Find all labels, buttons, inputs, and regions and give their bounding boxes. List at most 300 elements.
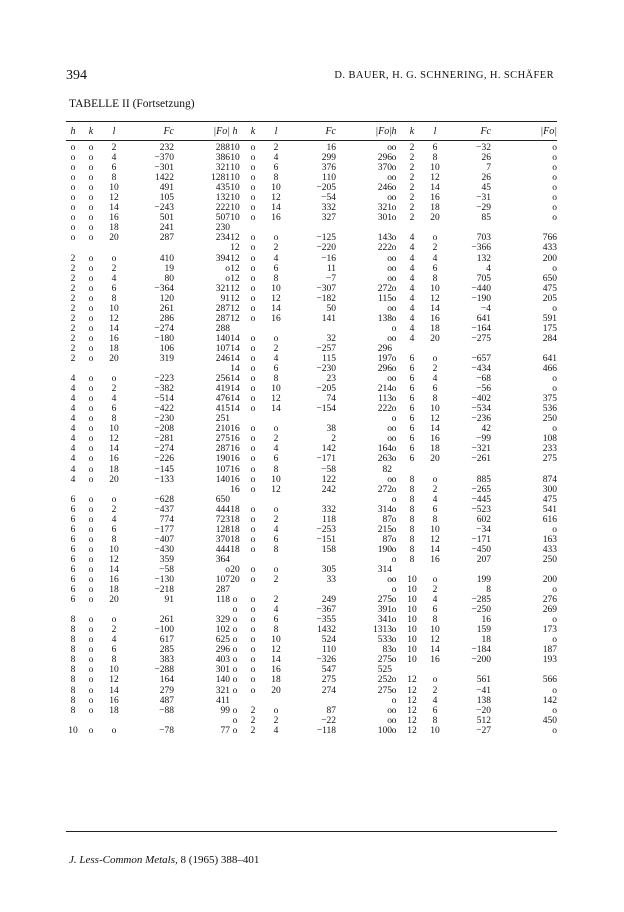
table-row — [228, 304, 401, 314]
cell-l: 2 — [111, 143, 117, 153]
cell-fo: o — [387, 474, 392, 485]
cell-k: o — [88, 675, 94, 686]
cell-k: o — [250, 374, 256, 385]
cell-l: 10 — [430, 163, 440, 174]
cell-fc: −205 — [316, 183, 336, 194]
cell-k: o — [250, 655, 256, 666]
table-row — [228, 163, 401, 173]
cell-fc: −265 — [471, 484, 491, 495]
cell-k: o — [250, 424, 256, 435]
cell-k: o — [250, 313, 256, 324]
cell-k: o — [250, 675, 256, 686]
cell-h: 16 — [230, 434, 240, 445]
table-row — [66, 284, 244, 294]
table-row — [66, 665, 244, 675]
cell-fc: 142 — [321, 444, 336, 455]
cell-h: 12 — [230, 303, 240, 314]
cell-k: 6 — [409, 434, 415, 445]
cell-k: o — [250, 213, 256, 224]
cell-k: o — [88, 183, 94, 194]
cell-fc: 383 — [159, 655, 174, 666]
cell-fo: 300 — [542, 484, 557, 495]
cell-fo: o — [387, 273, 392, 284]
cell-k: o — [88, 534, 94, 545]
cell-k: o — [250, 384, 256, 395]
cell-h: 8 — [70, 665, 76, 676]
table-row — [66, 535, 244, 545]
table-row — [228, 686, 401, 696]
cell-fc: −4 — [480, 303, 491, 314]
cell-fo: 566 — [542, 675, 557, 686]
group-spacer — [228, 223, 401, 233]
cell-fc: 42 — [481, 424, 491, 435]
cell-fc: 319 — [159, 353, 174, 364]
cell-fc: −281 — [154, 434, 174, 445]
cell-k: o — [250, 283, 256, 294]
table-row — [228, 213, 401, 223]
table-row — [66, 555, 244, 565]
table-row — [228, 173, 401, 183]
cell-k: o — [88, 143, 94, 153]
cell-fc: 359 — [159, 554, 174, 565]
table-row — [228, 565, 401, 575]
cell-h: o — [391, 414, 397, 425]
cell-h: 10 — [230, 153, 240, 164]
cell-k: 6 — [409, 454, 415, 465]
cell-l: 16 — [109, 454, 119, 465]
cell-k: 6 — [409, 364, 415, 375]
cell-fc: −257 — [316, 343, 336, 354]
table-row — [66, 213, 244, 223]
page-header — [66, 68, 554, 84]
cell-fo: 411 — [216, 695, 230, 706]
cell-fc: 105 — [159, 193, 174, 204]
cell-fo: 190 — [377, 544, 392, 555]
table-top-rule — [66, 121, 557, 122]
cell-fc: 4 — [486, 263, 491, 274]
cell-h: o — [232, 595, 238, 606]
cell-fc: 261 — [159, 615, 174, 626]
cell-fo: 83 — [382, 645, 392, 656]
table-row — [66, 635, 244, 645]
group-spacer — [66, 716, 244, 726]
cell-k: 2 — [409, 143, 415, 153]
cell-fo: 536 — [542, 404, 557, 415]
table-row — [228, 635, 401, 645]
cell-l: 4 — [111, 635, 117, 646]
cell-fo: 193 — [542, 655, 557, 666]
cell-l: 6 — [432, 263, 438, 274]
table-row — [228, 525, 401, 535]
cell-k: o — [88, 705, 94, 716]
cell-k: o — [88, 273, 94, 284]
cell-fc: −205 — [316, 384, 336, 395]
cell-l: 8 — [111, 414, 117, 425]
cell-l: 16 — [109, 213, 119, 224]
cell-fc: 299 — [321, 153, 336, 164]
cell-h: o — [70, 153, 76, 164]
cell-k: o — [88, 575, 94, 586]
cell-k: o — [88, 474, 94, 485]
cell-l: 8 — [111, 293, 117, 304]
table-row — [66, 384, 244, 394]
cell-l: 14 — [271, 404, 281, 415]
cell-k: 4 — [409, 303, 415, 314]
cell-fo: 275 — [215, 434, 230, 445]
cell-l: 4 — [432, 494, 438, 505]
cell-fc: −151 — [316, 534, 336, 545]
cell-k: o — [88, 253, 94, 264]
cell-h: 18 — [230, 544, 240, 555]
cell-fo: 650 — [215, 494, 230, 505]
cell-h: 10 — [230, 173, 240, 184]
cell-fc: −437 — [154, 504, 174, 515]
table-row — [387, 505, 557, 515]
cell-fc: 106 — [159, 343, 174, 354]
cell-fc: −370 — [154, 153, 174, 164]
cell-l: 10 — [109, 183, 119, 194]
cell-fc: −22 — [321, 715, 336, 726]
cell-fc: 305 — [321, 564, 336, 575]
cell-h: o — [232, 655, 238, 666]
table-row — [66, 696, 244, 706]
cell-k: o — [250, 595, 256, 606]
cell-fc: −534 — [471, 404, 491, 415]
cell-h: 4 — [70, 444, 76, 455]
cell-h: o — [391, 364, 397, 375]
cell-k: 8 — [409, 494, 415, 505]
cell-fc: −154 — [316, 404, 336, 415]
cell-fc: 491 — [159, 183, 174, 194]
cell-l: 8 — [111, 655, 117, 666]
table-row — [66, 264, 244, 274]
table-row — [228, 716, 401, 726]
cell-l: 14 — [109, 444, 119, 455]
table-row — [228, 264, 401, 274]
cell-k: 8 — [409, 544, 415, 555]
table-row — [66, 183, 244, 193]
cell-fc: −88 — [159, 705, 174, 716]
cell-k: o — [88, 163, 94, 174]
cell-l: 20 — [109, 474, 119, 485]
cell-h: 4 — [70, 454, 76, 465]
cell-h: 6 — [70, 524, 76, 535]
cell-fc: −125 — [316, 233, 336, 244]
cell-fc: 118 — [322, 514, 336, 525]
cell-fo: 113 — [378, 394, 392, 405]
cell-fc: 501 — [159, 213, 174, 224]
cell-fo: 321 — [215, 163, 230, 174]
table-row — [387, 143, 557, 153]
cell-fo: o — [552, 585, 557, 596]
cell-fc: −56 — [476, 384, 491, 395]
cell-k: o — [88, 193, 94, 204]
cell-k: o — [88, 173, 94, 184]
cell-fo: 1281 — [211, 173, 230, 184]
cell-fo: 525 — [377, 665, 392, 676]
table-row — [387, 434, 557, 444]
cell-h: o — [70, 163, 76, 174]
table-row — [387, 314, 557, 324]
cell-fo: 435 — [215, 183, 230, 194]
cell-fc: −321 — [471, 444, 491, 455]
cell-fo: 275 — [377, 685, 392, 696]
cell-l: o — [432, 675, 438, 686]
cell-fo: 250 — [542, 414, 557, 425]
cell-k: 2 — [409, 153, 415, 164]
table-row — [228, 424, 401, 434]
cell-l: 4 — [432, 253, 438, 264]
cell-h: 2 — [70, 343, 76, 354]
table-row — [228, 605, 401, 615]
cell-fo: 321 — [377, 203, 392, 214]
table-row — [387, 294, 557, 304]
table-row — [387, 354, 557, 364]
cell-k: o — [88, 384, 94, 395]
cell-k: 4 — [409, 263, 415, 274]
table-row — [387, 675, 557, 685]
cell-l: 6 — [432, 605, 438, 616]
cell-k: o — [250, 203, 256, 214]
column-header: k — [250, 126, 256, 137]
cell-fc: 19 — [164, 263, 174, 274]
cell-fo: o — [387, 263, 392, 274]
cell-k: o — [88, 323, 94, 334]
cell-fo: 444 — [215, 504, 230, 515]
cell-k: o — [88, 404, 94, 415]
cell-fo: 723 — [215, 514, 230, 525]
cell-fo: 386 — [215, 153, 230, 164]
cell-l: 6 — [111, 524, 117, 535]
cell-fc: −58 — [321, 464, 336, 475]
cell-fo: 288 — [215, 143, 230, 153]
cell-l: 16 — [271, 313, 281, 324]
cell-h: 16 — [230, 484, 240, 495]
cell-fc: −182 — [316, 293, 336, 304]
cell-fc: 87 — [326, 705, 336, 716]
table-header-row — [228, 126, 401, 140]
cell-fo: 288 — [215, 323, 230, 334]
table-row — [387, 485, 557, 495]
cell-fo: 82 — [382, 464, 392, 475]
column-header: |Fo| — [540, 126, 557, 137]
cell-k: 10 — [407, 615, 417, 626]
table-row — [228, 615, 401, 625]
cell-h: 10 — [68, 725, 78, 736]
cell-h: 4 — [70, 384, 76, 395]
cell-h: 4 — [70, 394, 76, 405]
cell-fo: 329 — [215, 615, 230, 626]
cell-h: 12 — [230, 273, 240, 284]
cell-k: o — [88, 233, 94, 244]
cell-fc: 261 — [159, 303, 174, 314]
table-row — [228, 243, 401, 253]
cell-k: 4 — [409, 253, 415, 264]
cell-k: o — [250, 474, 256, 485]
cell-l: 10 — [109, 303, 119, 314]
cell-fc: −243 — [154, 203, 174, 214]
cell-fo: 107 — [215, 464, 230, 475]
cell-h: 14 — [230, 404, 240, 415]
table-row — [387, 655, 557, 665]
table-row — [66, 304, 244, 314]
cell-l: o — [111, 494, 117, 505]
cell-k: 4 — [409, 293, 415, 304]
cell-fc: 91 — [164, 595, 174, 606]
cell-k: o — [250, 464, 256, 475]
table-row — [387, 555, 557, 565]
table-row — [228, 294, 401, 304]
cell-fo: 108 — [542, 434, 557, 445]
cell-fo: 142 — [542, 695, 557, 706]
table-row — [228, 625, 401, 635]
cell-fo: 222 — [377, 243, 392, 254]
cell-h: o — [232, 605, 238, 616]
cell-fo: 197 — [377, 353, 392, 364]
cell-fc: −440 — [471, 283, 491, 294]
cell-fo: 370 — [215, 534, 230, 545]
cell-k: o — [88, 504, 94, 515]
cell-fc: 74 — [326, 394, 336, 405]
group-spacer — [228, 555, 401, 565]
cell-k: o — [250, 333, 256, 344]
cell-fo: o — [552, 143, 557, 153]
table-row — [66, 254, 244, 264]
group-spacer — [387, 344, 557, 354]
cell-l: 8 — [432, 394, 438, 405]
cell-fo: 466 — [542, 364, 557, 375]
cell-fc: −208 — [154, 424, 174, 435]
cell-k: o — [88, 283, 94, 294]
cell-l: 10 — [430, 404, 440, 415]
cell-l: o — [273, 504, 279, 515]
cell-fc: −274 — [154, 323, 174, 334]
table-row — [228, 334, 401, 344]
cell-h: o — [70, 233, 76, 244]
cell-h: 2 — [70, 333, 76, 344]
cell-l: 2 — [111, 384, 117, 395]
table-row — [66, 294, 244, 304]
cell-fc: 115 — [322, 353, 336, 364]
cell-l: 12 — [430, 293, 440, 304]
cell-l: 4 — [432, 595, 438, 606]
cell-k: o — [88, 645, 94, 656]
cell-l: 14 — [271, 303, 281, 314]
cell-h: 8 — [70, 675, 76, 686]
cell-k: o — [250, 544, 256, 555]
cell-k: 4 — [409, 273, 415, 284]
table-row — [66, 444, 244, 454]
cell-fc: 524 — [321, 635, 336, 646]
cell-k: o — [250, 183, 256, 194]
cell-h: 16 — [230, 464, 240, 475]
cell-fc: −200 — [471, 655, 491, 666]
cell-fo: 200 — [542, 253, 557, 264]
table-row — [387, 213, 557, 223]
cell-l: 14 — [109, 323, 119, 334]
running-head-authors: D. BAUER, H. G. SCHNERING, H. SCHÄFER — [334, 70, 554, 81]
cell-fc: −407 — [154, 534, 174, 545]
table-row — [387, 374, 557, 384]
column-header: l — [433, 126, 437, 137]
table-row — [228, 394, 401, 404]
cell-fo: 246 — [377, 183, 392, 194]
cell-k: o — [88, 343, 94, 354]
table-row — [387, 193, 557, 203]
table-row — [228, 545, 401, 555]
table-row — [387, 203, 557, 213]
table-row — [387, 595, 557, 605]
table-row — [228, 434, 401, 444]
cell-l: 2 — [111, 625, 117, 636]
cell-l: 4 — [432, 374, 438, 385]
cell-k: o — [250, 303, 256, 314]
table-row — [66, 706, 244, 716]
cell-h: 20 — [230, 575, 240, 586]
cell-fc: −430 — [154, 544, 174, 555]
cell-h: o — [391, 153, 397, 164]
cell-fc: −34 — [476, 524, 491, 535]
cell-h: 18 — [230, 534, 240, 545]
cell-l: 10 — [271, 635, 281, 646]
cell-l: 8 — [273, 464, 279, 475]
cell-h: 10 — [230, 143, 240, 153]
cell-h: o — [232, 665, 238, 676]
cell-k: o — [88, 213, 94, 224]
cell-l: 12 — [271, 293, 281, 304]
column-header: k — [409, 126, 415, 137]
cell-k: o — [250, 434, 256, 445]
cell-h: o — [232, 615, 238, 626]
cell-l: 12 — [109, 313, 119, 324]
cell-fc: −54 — [321, 193, 336, 204]
cell-fo: 143 — [377, 233, 392, 244]
group-spacer — [228, 585, 401, 595]
cell-fc: −450 — [471, 544, 491, 555]
cell-l: 18 — [271, 675, 281, 686]
table-row — [66, 475, 244, 485]
cell-fo: o — [387, 143, 392, 153]
cell-fc: 26 — [481, 173, 491, 184]
table-row — [387, 274, 557, 284]
cell-h: 2 — [70, 303, 76, 314]
table-row — [66, 726, 244, 736]
cell-h: 2 — [70, 313, 76, 324]
cell-fc: −250 — [471, 605, 491, 616]
cell-h: 2 — [70, 283, 76, 294]
cell-h: o — [391, 725, 397, 736]
cell-h: o — [232, 675, 238, 686]
cell-h: 16 — [230, 424, 240, 435]
cell-fo: 107 — [215, 343, 230, 354]
cell-h: 14 — [230, 353, 240, 364]
cell-k: o — [88, 695, 94, 706]
group-spacer — [387, 565, 557, 575]
cell-fo: o — [552, 263, 557, 274]
table-row — [66, 143, 244, 153]
column-header: k — [88, 126, 94, 137]
cell-k: o — [250, 504, 256, 515]
cell-fc: 279 — [159, 685, 174, 696]
cell-l: 18 — [109, 585, 119, 596]
table-row — [228, 384, 401, 394]
table-row — [66, 645, 244, 655]
cell-fo: 475 — [542, 494, 557, 505]
cell-h: o — [391, 253, 397, 264]
cell-h: o — [391, 353, 397, 364]
table-row — [228, 364, 401, 374]
table-row — [228, 475, 401, 485]
